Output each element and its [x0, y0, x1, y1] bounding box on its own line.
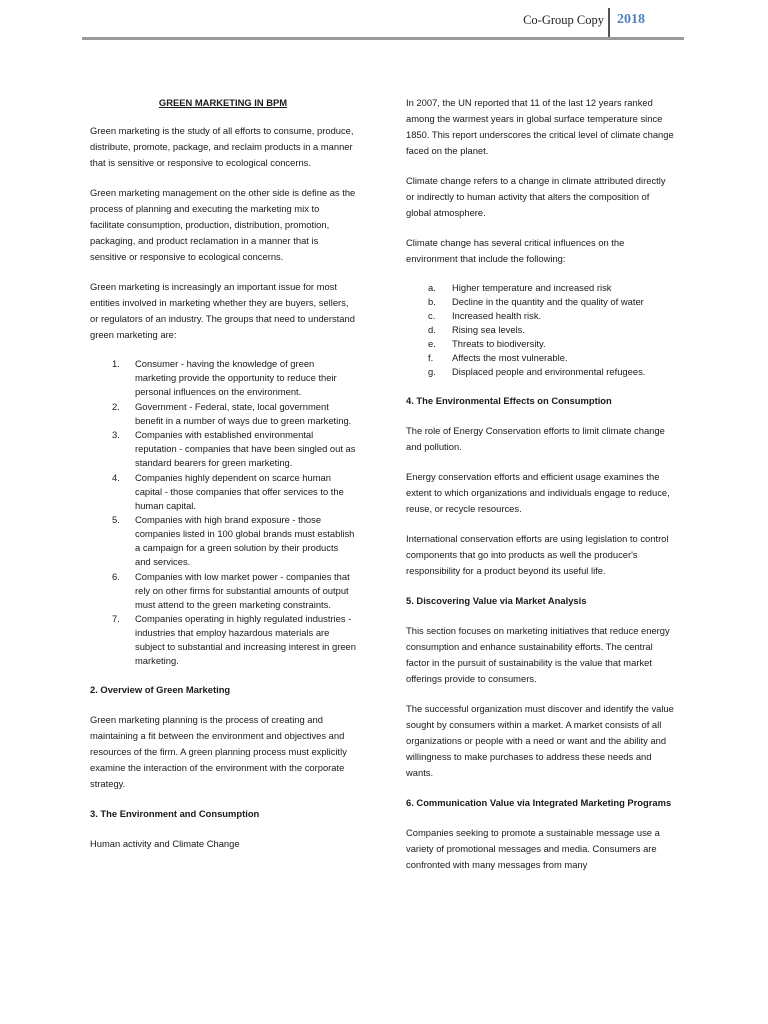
list-item-text: Companies with established environmental reputation - companies that have been singled out as standard bearers for green marketing.	[135, 429, 356, 468]
groups-list	[90, 357, 356, 668]
list-item-text: Companies with high brand exposure - those companies listed in 100 global brands must establish a campaign for a green solution by their products and services.	[135, 514, 355, 567]
paragraph: The successful organization must discover and identify the value sought by consumers within a market. A market consists of all organizations or people with a need or want and the ability and willingness to make purchases to address these needs and wants.	[406, 703, 674, 778]
paragraph: Climate change has several critical influences on the environment that include the following:	[406, 237, 625, 264]
list-item	[406, 281, 676, 295]
paragraph: Green marketing is increasingly an important issue for most entities involved in marketing whether they are buyers, sellers, or regulators of an industry. The groups that need to understand green marketing are:	[90, 281, 355, 340]
paragraph: Climate change refers to a change in climate attributed directly or indirectly to human activity that alters the composition of global atmosphere.	[406, 175, 666, 218]
section-heading: 4. The Environmental Effects on Consumption	[406, 395, 612, 406]
paragraph: Green marketing planning is the process of creating and maintaining a fit between the environment and objectives and resources of the firm. A green planning process must explicitly examine the interaction of the environment with the corporate strategy.	[90, 714, 347, 789]
paragraph: This section focuses on marketing initiatives that reduce energy consumption and enhance sustainability efforts. The central factor in the pursuit of sustainability is the value that market offerings provide to consumers.	[406, 625, 670, 684]
list-marker: f.	[428, 352, 434, 363]
list-marker: e.	[428, 338, 436, 349]
list-item	[90, 428, 356, 470]
list-item-text: Companies operating in highly regulated industries - industries that employ hazardous materials are subject to substantial and increasing interest in green marketing.	[135, 613, 356, 666]
header-title: Co-Group Copy	[523, 13, 604, 27]
section-heading: 6. Communication Value via Integrated Marketing Programs	[406, 797, 672, 808]
list-item	[90, 513, 356, 569]
paragraph: Companies seeking to promote a sustainable message use a variety of promotional messages and media. Consumers are confronted with many messages from many	[406, 827, 660, 870]
list-item	[406, 351, 676, 365]
list-item-text: Companies with low market power - companies that rely on other firms for substantial amounts of output must attend to the green marketing constraints.	[135, 570, 350, 610]
list-item-text: Higher temperature and increased risk	[452, 282, 612, 293]
list-marker: 5.	[112, 514, 120, 525]
list-item-text: Increased health risk.	[452, 310, 542, 321]
paragraph: International conservation efforts are using legislation to control components that go into products as well the producer's responsibility for a product beyond its useful life.	[406, 533, 669, 576]
list-marker: 4.	[112, 471, 120, 483]
list-item	[90, 400, 356, 428]
list-item	[406, 309, 676, 323]
list-item-text: Displaced people and environmental refugees.	[452, 366, 646, 377]
list-item	[406, 365, 676, 379]
list-item-text: Affects the most vulnerable.	[452, 352, 568, 363]
list-item	[406, 337, 676, 351]
list-item-text: Consumer - having the knowledge of green marketing provide the opportunity to reduce their personal influences on the environment.	[135, 358, 337, 397]
list-item	[406, 295, 676, 309]
list-marker: 2.	[112, 400, 120, 412]
list-marker: g.	[428, 366, 436, 377]
paragraph: Energy conservation efforts and efficient usage examines the extent to which organizations and individuals engage to reduce, reuse, or recycle resources.	[406, 471, 670, 514]
list-marker: c.	[428, 310, 436, 321]
paragraph: In 2007, the UN reported that 11 of the last 12 years ranked among the warmest years in global surface temperature since 1850. This report underscores the critical level of climate change faced on the planet.	[406, 97, 674, 156]
list-item	[90, 471, 356, 513]
section-heading: 3. The Environment and Consumption	[90, 808, 260, 819]
list-item-text: Companies highly dependent on scarce human capital - those companies that offer services to the human capital.	[135, 471, 344, 511]
list-item-text: Government - Federal, state, local government benefit in a number of ways due to green marketing.	[135, 400, 352, 426]
right-column	[406, 95, 676, 887]
section-heading: 5. Discovering Value via Market Analysis	[406, 595, 587, 606]
paragraph: Human activity and Climate Change	[90, 838, 240, 849]
list-item-text: Rising sea levels.	[452, 324, 525, 335]
list-marker: d.	[428, 324, 436, 335]
list-marker: 3.	[112, 429, 120, 440]
list-marker: 1.	[112, 358, 120, 369]
left-column	[90, 95, 356, 866]
section-heading: 2. Overview of Green Marketing	[90, 684, 231, 695]
paragraph: The role of Energy Conservation efforts to limit climate change and pollution.	[406, 425, 665, 452]
header-divider	[608, 8, 610, 38]
list-marker: a.	[428, 282, 436, 293]
list-marker: b.	[428, 296, 436, 307]
header-rule	[82, 37, 684, 40]
list-item-text: Decline in the quantity and the quality of water	[452, 296, 644, 307]
list-marker: 6.	[112, 570, 120, 582]
paragraph: Green marketing is the study of all efforts to consume, produce, distribute, promote, package, and reclaim products in a manner that is sensitive or responsive to ecological concerns.	[90, 125, 354, 168]
document-title: GREEN MARKETING IN BPM	[158, 97, 288, 108]
influences-list	[406, 281, 676, 379]
paragraph: Green marketing management on the other side is define as the process of planning and executing the marketing mix to facilitate consumption, production, distribution, promotion, packaging, and product reclamation in a manner that is sensitive or responsive to ecological concerns.	[90, 187, 356, 262]
header-year: 2018	[617, 12, 645, 27]
list-item	[90, 570, 356, 612]
page-header	[0, 0, 768, 42]
list-item	[90, 612, 356, 668]
list-item	[406, 323, 676, 337]
list-marker: 7.	[112, 613, 120, 624]
list-item	[90, 357, 356, 399]
list-item-text: Threats to biodiversity.	[452, 338, 546, 349]
